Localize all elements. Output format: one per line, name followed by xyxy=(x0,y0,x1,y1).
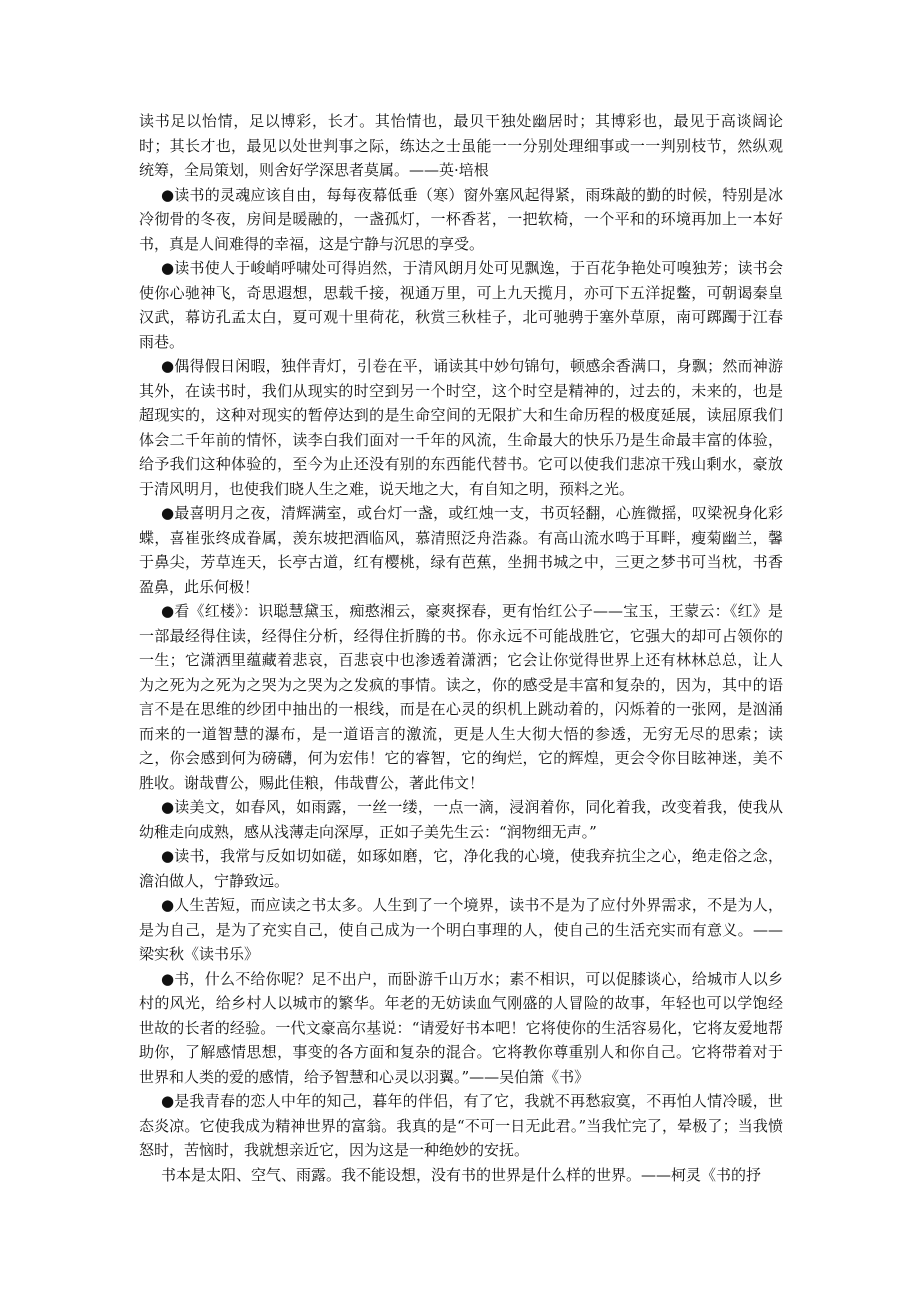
paragraph-red-chamber: ●看《红楼》：识聪慧黛玉，痴憨湘云，豪爽探春，更有怡红公子——宝玉，王蒙云：《红》是一部最经得住读，经得住分析，经得住折腾的书。你永远不可能战胜它，它强大的却可占领你的一生；它潇洒里蕴藏着悲哀，百悲哀中也渗透着潇洒；它会让你觉得世界上还有林林总总，让人为之死为之死为之哭为之哭为之发疯的事情。读之，你的感受是丰富和复杂的，因为，其中的语言不是在思维的纱团中抽出的一根线，而是在心灵的织机上跳动着的，闪烁着的一张网，是汹涌而来的一道智慧的瀑布，是一道语言的激流，更是人生大彻大悟的参透，无穷无尽的思索；读之，你会感到何为磅礴，何为宏伟！它的睿智，它的绚烂，它的辉煌，更会令你目眩神迷，美不胜收。谢哉曹公，赐此佳粮，伟哉曹公，著此伟文！ xyxy=(139,602,783,792)
paragraph-reading-imagination: ●读书使人于峻峭呼啸处可得岿然，于清风朗月处可见飘逸，于百花争艳处可嗅独芳；读书会使你心驰神飞，奇思遐想，思载千接，视通万里，可上九天揽月，亦可下五洋捉鳖，可朝谒秦皇汉武，幕访孔孟太白，夏可观十里荷花，秋赏三秋桂子，北可驰骋于塞外草原，南可踯躅于江春雨巷。 xyxy=(139,259,783,351)
paragraph-holiday-reading: ●偶得假日闲暇，独伴青灯，引卷在平，诵读其中妙句锦句，顿感余香满口，身飘；然而神游其外，在读书时，我们从现实的时空到另一个时空，这个时空是精神的，过去的，未来的，也是超现实的，这种对现实的暂停达到的是生命空间的无限扩大和生命历程的极度延展，读屈原我们体会二千年前的情怀，读李白我们面对一千年的风流，生命最大的快乐乃是生命最丰富的体验，给予我们这种体验的，至今为止还没有别的东西能代替书。它可以使我们悲凉干残山剩水，豪放于清风明月，也使我们晓人生之难，说天地之大，有自知之明，预料之光。 xyxy=(139,357,783,498)
paragraph-bacon-quote: 读书足以怡情，足以博彩，长才。其怡情也，最贝干独处幽居时；其博彩也，最见于高谈阔论时；其长才也，最见以处世判事之际，练达之士虽能一一分别处理细事或一一判别枝节，然纵观统筹，全局策划，则舍好学深思者莫属。——英·培根 xyxy=(139,112,783,179)
paragraph-wu-boxiao-quote: ●书，什么不给你呢？足不出户，而卧游千山万水；素不相识，可以促膝谈心，给城市人以乡村的风光，给乡村人以城市的繁华。年老的无妨读血气刚盛的人冒险的故事，年轻也可以学饱经世故的长者的经验。一代文豪高尔基说：“请爱好书本吧！它将使你的生活容易化，它将友爱地帮助你，了解感情思想，事变的各方面和复杂的混合。它将教你尊重别人和你自己。它将带着对于世界和人类的爱的感情，给予智慧和心灵以羽翼。”——吴伯箫《书》 xyxy=(139,969,783,1086)
paragraph-lover-companion: ●是我青春的恋人中年的知己，暮年的伴侣，有了它，我就不再愁寂寞，不再怕人情冷暖，世态炎凉。它使我成为精神世界的富翁。我真的是“不可一日无此君。”当我忙完了，晕极了；当我愤怒时，苦恼时，我就想亲近它，因为这是一种绝妙的安抚。 xyxy=(139,1092,783,1159)
paragraph-moonlit-night: ●最喜明月之夜，清辉满室，或台灯一盏，或红烛一支，书页轻翻，心旌微摇，叹梁祝身化彩蝶，喜崔张终成眷属，羡东坡把酒临风，慕清照泛舟浩淼。有高山流水鸣于耳畔，瘦菊幽兰，馨于鼻尖，芳草连天，长亭古道，红有樱桃，绿有芭蕉，坐拥书城之中，三更之梦书可当枕，书香盈鼻，此乐何极！ xyxy=(139,504,783,596)
paragraph-soul-of-reading: ●读书的灵魂应该自由，每每夜幕低垂（寒）窗外塞风起得紧，雨珠敲的勤的时候，特别是冰冷彻骨的冬夜，房间是暖融的，一盏孤灯，一杯香茗，一把软椅，一个平和的环境再加上一本好书，真是人间难得的幸福，这是宁静与沉思的享受。 xyxy=(139,185,783,253)
paragraph-fine-essays: ●读美文，如春风，如雨露，一丝一缕，一点一滴，浸润着你，同化着我，改变着我，使我从幼稚走向成熟，感从浅薄走向深厚，正如子美先生云：“润物细无声。” xyxy=(139,798,783,841)
document-body xyxy=(139,109,783,1187)
paragraph-ke-ling-quote: 书本是太阳、空气、雨露。我不能设想，没有书的世界是什么样的世界。——柯灵《书的抒 xyxy=(161,1165,762,1184)
paragraph-liang-shiqiu-quote: ●人生苦短，而应读之书太多。人生到了一个境界，读书不是为了应付外界需求，不是为人，是为自己，是为了充实自己，使自己成为一个明白事理的人，使自己的生活充实而有意义。——梁实秋《读书乐》 xyxy=(139,896,783,963)
paragraph-purify-mind: ●读书，我常与反如切如磋，如琢如磨，它，净化我的心境，使我弃抗尘之心，绝走俗之念，澹泊做人，宁静致远。 xyxy=(139,847,783,890)
